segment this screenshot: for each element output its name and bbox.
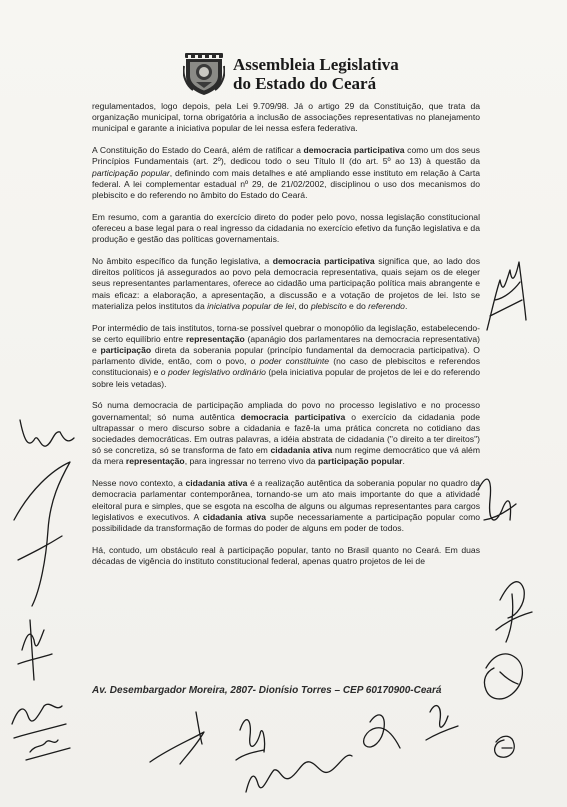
- text-run: Nesse novo contexto, a: [92, 478, 186, 489]
- signature-footer-3: [246, 755, 352, 792]
- bold-term: democracia participativa: [240, 411, 346, 422]
- signature-footer-5: [426, 706, 458, 740]
- bold-term: representação: [125, 456, 185, 467]
- bold-term: representação: [185, 333, 245, 344]
- text-run: é a realização autêntica da soberania popular no quadro da democracia parlamentar contemporânea, tornando-se um ato mais importante do que a atividade eleitoral pura e simples, que se esgota na escolha de alguns ou algumas representantes para cargos legislativos e executivos. A: [92, 478, 481, 522]
- bold-term: cidadania ativa: [270, 445, 333, 456]
- text-run: (pela iniciativa popular de projetos de lei e do referendo sobre leis vetadas).: [92, 367, 480, 389]
- text-run: .: [402, 456, 405, 467]
- signature-margin-left-3: [18, 620, 52, 680]
- institution-name-line1: Assembleia Legislativa: [233, 55, 399, 74]
- body-paragraph: [92, 323, 480, 390]
- letterhead: [183, 52, 403, 98]
- institution-name-line2: do Estado do Ceará: [233, 74, 377, 93]
- text-run: regulamentados, logo depois, pela Lei 9.709/98. Já o artigo 29 da Constituição, que trata da organização municipal, torna obrigatória a inclusão de associações representativas no planejamento municipal e garante a iniciativa popular de lei nessa esfera federativa.: [92, 101, 480, 134]
- italic-term: iniciativa popular de lei: [207, 300, 295, 311]
- text-run: o exercício da cidadania pode ultrapassar o mero discurso sobre a cidadania e fazê-la uma prática concreta no cotidiano das sociedades democráticas. Em outras palavras, a idéia abstrata de cidadania ("o direito a ter direitos") só se concretiza, só se transforma de fato em: [92, 411, 480, 456]
- text-run: A Constituição do Estado do Ceará, além de ratificar a: [92, 145, 304, 156]
- bold-term: cidadania ativa: [185, 478, 248, 489]
- signature-footer-2: [236, 720, 265, 760]
- text-run: direta da soberania popular (princípio fundamental da democracia participativa). O parlamento divide, então, com o povo,: [92, 345, 480, 367]
- signature-margin-left-2: [14, 462, 70, 606]
- bold-term: cidadania ativa: [202, 511, 267, 522]
- italic-term: referendo: [368, 300, 405, 311]
- body-paragraph: [92, 478, 480, 534]
- body-paragraph: [92, 256, 480, 312]
- body-paragraph: [92, 545, 480, 567]
- text-run: supõe necessariamente a participação popular como possibilidade da transformação de formas do poder de alguns em poder de todos.: [92, 511, 481, 534]
- signature-footer-6: [495, 736, 515, 757]
- signature-footer-4: [364, 715, 400, 748]
- signature-margin-right-4: [484, 654, 522, 699]
- text-run: Há, contudo, um obstáculo real à participação popular, tanto no Brasil quanto no Ceará. Em duas décadas de vigência do instituto constitucional federal, apenas quatro projetos de lei de: [92, 544, 480, 567]
- signature-margin-left-4: [12, 704, 66, 738]
- text-run: como um dos seus Princípios Fundamentais (art. 2º), dedicou todo o seu Título II (do art. 5º ao 13) à questão da: [92, 145, 480, 167]
- bold-term: democracia participativa: [303, 145, 405, 156]
- italic-term: o poder constituinte: [250, 356, 330, 367]
- text-run: , do: [294, 300, 311, 311]
- bold-term: participação popular: [317, 456, 403, 467]
- body-paragraph: [92, 145, 480, 201]
- signature-margin-right-2: [478, 479, 516, 520]
- text-run: (no caso de plebiscitos e referendos constitucionais) e: [92, 356, 480, 378]
- text-run: Por intermédio de tais institutos, torna-se possível quebrar o monopólio da legislação, estabelecendo-se certo equilíbrio entre: [92, 322, 480, 344]
- signature-margin-right-3: [496, 582, 532, 642]
- signature-footer-1: [150, 712, 204, 764]
- coat-of-arms-icon: [183, 52, 225, 96]
- institution-name: [233, 55, 433, 93]
- text-run: .: [404, 300, 408, 311]
- bold-term: participação: [100, 345, 152, 356]
- body-paragraph: [92, 400, 480, 467]
- text-run: , para ingressar no terreno vivo da: [184, 456, 318, 467]
- footer-address: Av. Desembargador Moreira, 2807- Dionísio Torres – CEP 60170900-Ceará: [92, 685, 442, 696]
- document-body: [92, 101, 480, 578]
- text-run: num regime democrático que vá além da mera: [92, 445, 480, 467]
- text-run: No âmbito específico da função legislativa, a: [92, 256, 273, 267]
- body-paragraph: [92, 212, 480, 246]
- text-run: , definindo com mais detalhes e até ampliando esse instituto em relação à Carta federal. A lei complementar estadual nº 29, de 21/02/2002, disciplinou o uso dos mecanismos do plebiscito e do referendo no âmbito do Estado do Ceará.: [92, 167, 480, 201]
- text-run: e do: [346, 300, 369, 311]
- signature-margin-right-1: [487, 262, 526, 330]
- italic-term: o poder legislativo ordinário: [160, 367, 266, 378]
- signature-margin-left-5: [26, 740, 70, 760]
- italic-term: plebiscito: [310, 300, 347, 311]
- italic-term: participação popular: [92, 167, 170, 178]
- text-run: (apanágio dos parlamentares na democracia representativa) e: [92, 333, 480, 356]
- text-run: Só numa democracia de participação ampliada do povo no processo legislativo e no processo governamental; só numa autêntica: [92, 400, 480, 422]
- bold-term: democracia participativa: [272, 256, 375, 267]
- text-run: Em resumo, com a garantia do exercício direto do poder pelo povo, nossa legislação constitucional ofereceu a base legal para o real ingresso da cidadania no exercício efetivo da função legislativa e da produção e gestão das políticas governamentais.: [92, 211, 480, 245]
- signature-margin-left-1: [20, 420, 74, 446]
- text-run: significa que, ao lado dos direitos políticos já assegurados ao povo pela democracia representativa, quais sejam os de eleger seus representantes parlamentares, oferece ao cidadão uma participação política mais abrangente e mais eficaz: a elaboração, a apresentação, a discussão e a votação de projetos de lei. Isto se materializa pelos institutos da: [92, 256, 480, 311]
- body-paragraph: [92, 101, 480, 135]
